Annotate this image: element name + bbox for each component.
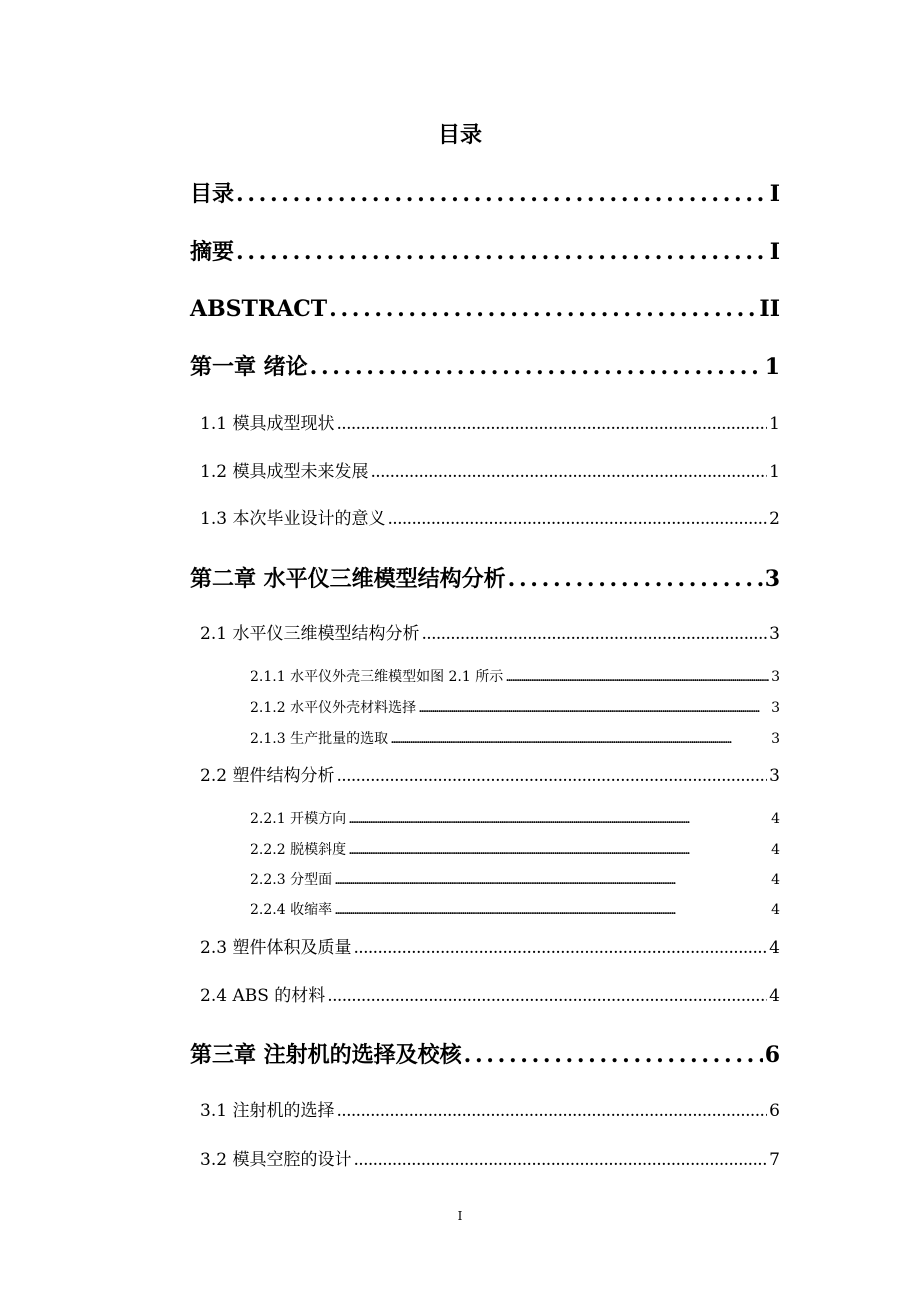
toc-entry-label: 摘要: [190, 239, 235, 265]
toc-dot-leader: [336, 764, 767, 788]
toc-entry[interactable]: [190, 237, 780, 267]
toc-entry-page: 4: [771, 811, 780, 827]
toc-entry[interactable]: [190, 179, 780, 209]
toc-entry-page: 1: [769, 414, 780, 434]
toc-entry[interactable]: [200, 412, 780, 436]
toc-entry-page: 7: [769, 1150, 780, 1170]
toc-dot-leader: [336, 412, 767, 436]
toc-entry-label: 2.2 塑件结构分析: [200, 766, 335, 786]
toc-entry[interactable]: [250, 698, 780, 718]
toc-entry[interactable]: [250, 870, 780, 890]
toc-entry[interactable]: [200, 460, 780, 484]
toc-entry-label: 2.2.3 分型面: [250, 872, 333, 888]
toc-entry-page: 3: [764, 566, 780, 592]
toc-entry-page: 3: [771, 731, 780, 747]
toc-dot-leader: [336, 1099, 767, 1123]
toc-entry-label: 3.2 模具空腔的设计: [200, 1150, 352, 1170]
toc-dot-leader: [508, 564, 763, 594]
toc-entry-page: I: [769, 239, 780, 265]
toc-entry-page: 2: [769, 509, 780, 529]
toc-entry[interactable]: [190, 352, 780, 382]
toc-entry-label: 第三章 注射机的选择及校核: [190, 1042, 462, 1068]
toc-dot-leader: [387, 507, 767, 531]
toc-entry-page: 3: [771, 669, 780, 685]
toc-entry[interactable]: [200, 507, 780, 531]
toc-entry-page: 4: [769, 938, 780, 958]
toc-entry-page: 4: [771, 872, 780, 888]
toc-entry-label: 2.2.1 开模方向: [250, 811, 347, 827]
toc-entry-label: ABSTRACT: [190, 296, 328, 322]
toc-entry-label: 目录: [190, 181, 235, 207]
toc-dot-leader: [464, 1040, 763, 1070]
toc-entry[interactable]: [200, 764, 780, 788]
toc-entry-label: 2.1.3 生产批量的选取: [250, 731, 389, 747]
toc-dot-leader: [329, 294, 757, 324]
toc-entry[interactable]: [200, 984, 780, 1008]
toc-entry[interactable]: [190, 564, 780, 594]
toc-entry-page: I: [769, 181, 780, 207]
toc-entry-page: 1: [769, 462, 780, 482]
toc-dot-leader: [418, 698, 769, 718]
toc-entry-page: 1: [764, 354, 780, 380]
toc-dot-leader: [348, 840, 769, 860]
toc-entry-label: 2.1 水平仪三维模型结构分析: [200, 624, 420, 644]
toc-entry-page: 3: [771, 700, 780, 716]
toc-dot-leader: [236, 237, 768, 267]
toc-heading: 目录: [437, 122, 482, 148]
toc-dot-leader: [310, 352, 763, 382]
toc-entry[interactable]: [250, 900, 780, 920]
toc-dot-leader: [348, 809, 769, 829]
toc-entry-label: 1.1 模具成型现状: [200, 414, 335, 434]
toc-entry[interactable]: [250, 809, 780, 829]
toc-entry-label: 2.1.1 水平仪外壳三维模型如图 2.1 所示: [250, 669, 504, 685]
toc-dot-leader: [370, 460, 767, 484]
toc-entry-label: 2.1.2 水平仪外壳材料选择: [250, 700, 417, 716]
toc-dot-leader: [327, 984, 767, 1008]
toc-entry-page: 4: [771, 902, 780, 918]
toc-entry-label: 1.2 模具成型未来发展: [200, 462, 369, 482]
toc-entry[interactable]: [200, 1099, 780, 1123]
toc-entry[interactable]: [190, 294, 780, 324]
toc-dot-leader: [421, 622, 767, 646]
toc-entry-page: 4: [771, 842, 780, 858]
toc-entry-page: 6: [769, 1101, 780, 1121]
toc-entry-label: 2.2.4 收缩率: [250, 902, 333, 918]
toc-entry-page: 4: [769, 986, 780, 1006]
page-number: I: [457, 1209, 463, 1223]
toc-dot-leader: [236, 179, 768, 209]
toc-dot-leader: [353, 1148, 767, 1172]
toc-entry[interactable]: [200, 1148, 780, 1172]
toc-dot-leader: [505, 667, 769, 687]
toc-dot-leader: [334, 900, 769, 920]
toc-entry-label: 1.3 本次毕业设计的意义: [200, 509, 386, 529]
toc-entry[interactable]: [250, 667, 780, 687]
toc-entry-label: 2.3 塑件体积及质量: [200, 938, 352, 958]
toc-entry-page: 6: [764, 1042, 780, 1068]
toc-entry-page: II: [759, 296, 780, 322]
toc-dot-leader: [390, 729, 769, 749]
toc-entry-label: 第一章 绪论: [190, 354, 308, 380]
toc-entry[interactable]: [200, 936, 780, 960]
toc-entry-label: 3.1 注射机的选择: [200, 1101, 335, 1121]
toc-entry[interactable]: [250, 840, 780, 860]
toc-entry-label: 2.2.2 脱模斜度: [250, 842, 347, 858]
toc-entry[interactable]: [200, 622, 780, 646]
toc-entry-label: 第二章 水平仪三维模型结构分析: [190, 566, 506, 592]
toc-entry-page: 3: [769, 766, 780, 786]
toc-entry-label: 2.4 ABS 的材料: [200, 986, 326, 1006]
toc-entry-page: 3: [769, 624, 780, 644]
toc-dot-leader: [353, 936, 767, 960]
toc-entry[interactable]: [250, 729, 780, 749]
toc-dot-leader: [334, 870, 769, 890]
toc-entry[interactable]: [190, 1040, 780, 1070]
